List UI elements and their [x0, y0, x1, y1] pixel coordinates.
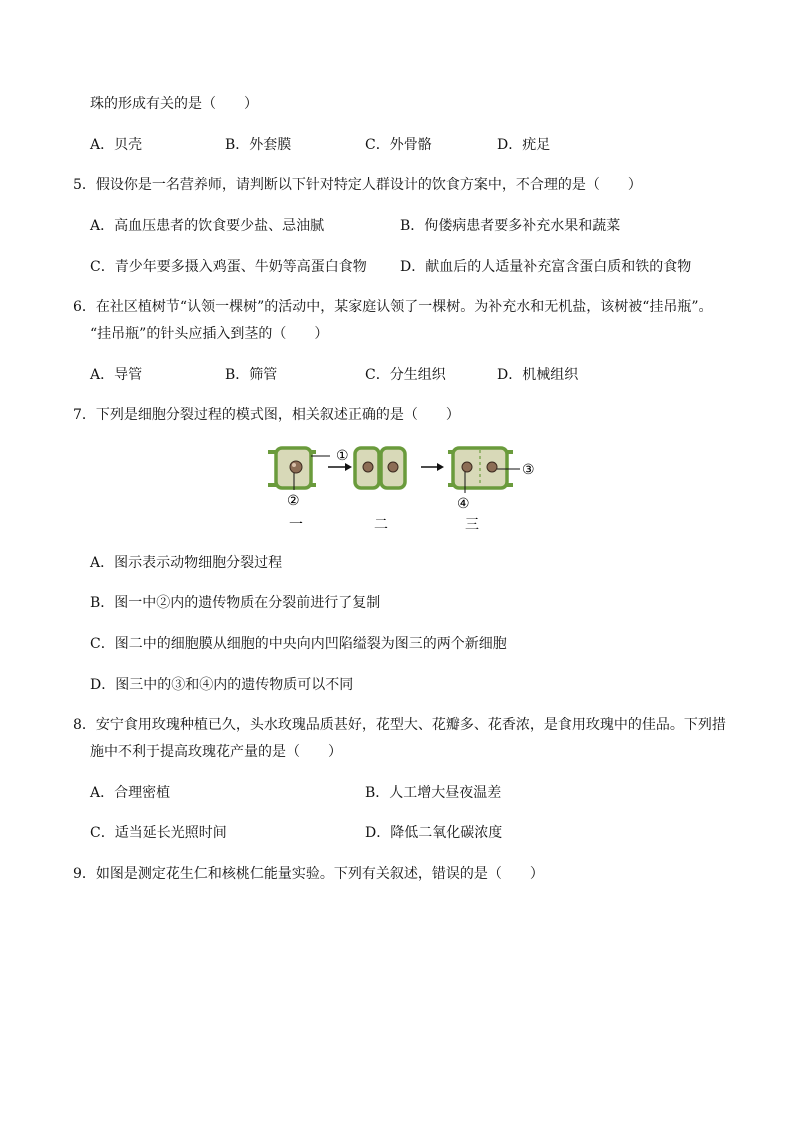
q7-option-d: D．图三中的③和④内的遗传物质可以不同: [90, 677, 354, 693]
figure-label-one: 一: [289, 517, 303, 533]
q4-option-c: C．外骨骼: [365, 137, 432, 153]
q8-option-b: B．人工增大昼夜温差: [365, 785, 502, 801]
q6-stem-line2: “挂吊瓶”的针头应插入到茎的（ ）: [90, 326, 329, 342]
q6-option-a: A．导管: [90, 367, 143, 383]
cell-division-figure: [268, 445, 548, 537]
q5-option-d: D．献血后的人适量补充富含蛋白质和铁的食物: [400, 259, 692, 275]
q6-stem-line1: 6．在社区植树节“认领一棵树”的活动中，某家庭认领了一棵树。为补充水和无机盐，该树被“挂吊瓶”。: [73, 299, 713, 315]
cell-one: [268, 448, 330, 490]
q9-stem: 9．如图是测定花生仁和核桃仁能量实验。下列有关叙述，错误的是（ ）: [73, 866, 544, 882]
arrow-1-head: [345, 463, 352, 471]
cell-two: [355, 448, 405, 488]
q7-option-c: C．图二中的细胞膜从细胞的中央向内凹陷缢裂为图三的两个新细胞: [90, 636, 507, 652]
marker-1: ①: [336, 448, 349, 464]
q4-option-a: A．贝壳: [90, 137, 143, 153]
q4-option-d: D．疣足: [497, 137, 551, 153]
cell-three-nucleus-left: [462, 462, 472, 472]
q6-option-b: B．筛管: [225, 367, 278, 383]
q6-option-c: C．分生组织: [365, 367, 446, 383]
q4-option-b: B．外套膜: [225, 137, 292, 153]
q6-option-d: D．机械组织: [497, 367, 579, 383]
cell-two-nucleus-left: [363, 462, 373, 472]
marker-3: ③: [522, 462, 535, 478]
figure-label-two: 二: [374, 517, 388, 533]
q5-option-b: B．佝偻病患者要多补充水果和蔬菜: [400, 218, 621, 234]
figure-label-three: 三: [465, 517, 479, 533]
q7-option-b: B．图一中②内的遗传物质在分裂前进行了复制: [90, 595, 381, 611]
cell-two-nucleus-right: [388, 462, 398, 472]
marker-2: ②: [287, 493, 300, 509]
q5-option-a: A．高血压患者的饮食要少盐、忌油腻: [90, 218, 325, 234]
q7-option-a: A．图示表示动物细胞分裂过程: [90, 555, 283, 571]
q8-option-a: A．合理密植: [90, 785, 171, 801]
q8-option-c: C．适当延长光照时间: [90, 825, 227, 841]
cell-three-nucleus-right: [487, 462, 497, 472]
marker-4: ④: [457, 496, 470, 512]
arrow-2-head: [437, 463, 444, 471]
cell-one-nucleus: [290, 461, 302, 473]
q5-stem: 5．假设你是一名营养师，请判断以下针对特定人群设计的饮食方案中，不合理的是（ ）: [73, 177, 642, 193]
q8-stem-line1: 8．安宁食用玫瑰种植已久，头水玫瑰品质甚好，花型大、花瓣多、花香浓，是食用玫瑰中的佳品。下列措: [73, 717, 726, 733]
q8-stem-line2: 施中不利于提高玫瑰花产量的是（ ）: [90, 744, 342, 760]
q4-stem-continuation: 珠的形成有关的是（ ）: [90, 96, 258, 112]
q8-option-d: D．降低二氧化碳浓度: [365, 825, 503, 841]
cell-three: [448, 448, 520, 493]
q7-stem: 7．下列是细胞分裂过程的模式图，相关叙述正确的是（ ）: [73, 407, 460, 423]
q5-option-c: C．青少年要多摄入鸡蛋、牛奶等高蛋白食物: [90, 259, 367, 275]
